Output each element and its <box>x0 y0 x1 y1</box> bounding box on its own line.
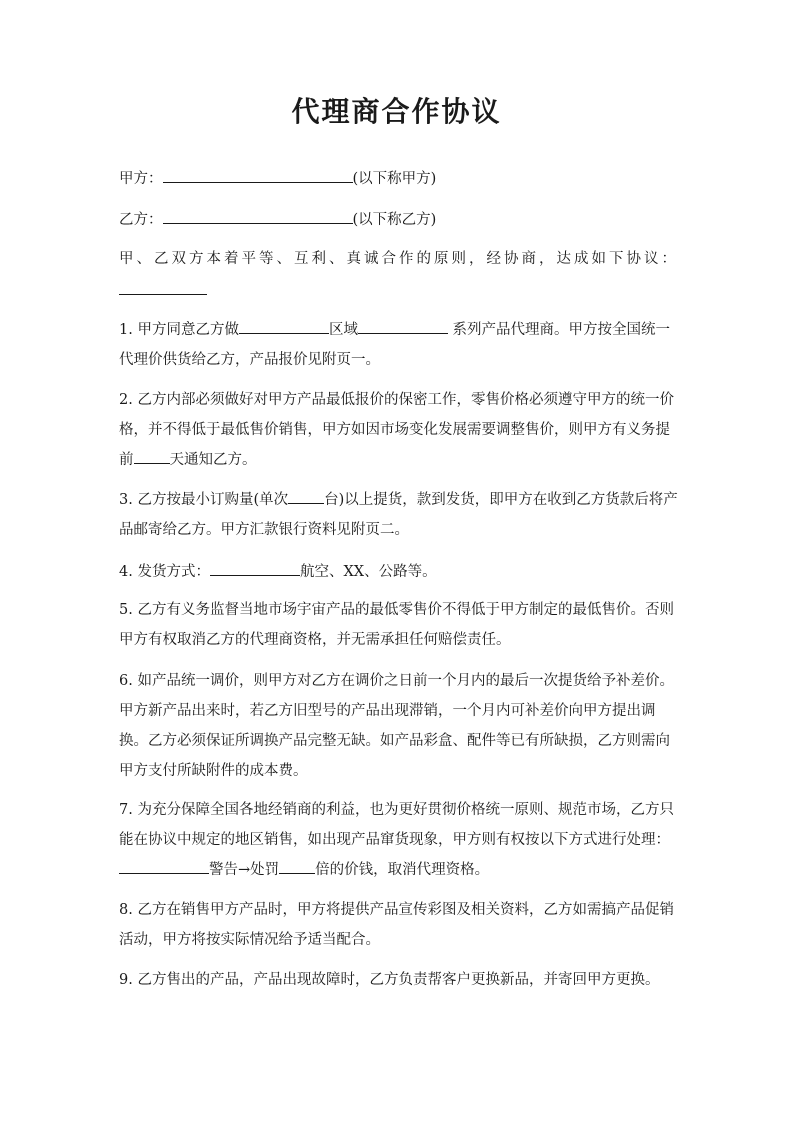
party-b-blank[interactable] <box>163 207 353 224</box>
party-b-label: 乙方： <box>119 212 163 228</box>
clause-3 <box>119 485 679 545</box>
clause-7-text-a: 7. 为充分保障全国各地经销商的利益，也为更好贯彻价格统一原则、规范市场，乙方只能在协议中规定的地区销售，如出现产品窜货现象，甲方则有权按以下方式进行处理： <box>119 802 674 848</box>
party-a-label: 甲方： <box>119 171 163 187</box>
party-a-line <box>119 166 679 189</box>
clause-3-blank[interactable] <box>288 487 324 504</box>
clause-7-blank-1[interactable] <box>119 857 209 874</box>
clause-5: 5. 乙方有义务监督当地市场宇宙产品的最低零售价不得低于甲方制定的最低售价。否则甲方有权取消乙方的代理商资格，并无需承担任何赔偿责任。 <box>119 602 674 648</box>
clause-3-text-a: 3. 乙方按最小订购量(单次 <box>119 492 289 508</box>
clause-1-text-c: 系列产品代理商。甲方按全国统一代理价供货给乙方，产品报价见附页一。 <box>119 322 671 368</box>
party-a-blank[interactable] <box>163 166 353 183</box>
clause-6: 6. 如产品统一调价，则甲方对乙方在调价之日前一个月内的最后一次提货给予补差价。甲方新产品出来时，若乙方旧型号的产品出现滞销，一个月内可补差价向甲方提出调换。乙方必须保证所调换产品完整无缺。如产品彩盒、配件等已有所缺损，乙方则需向甲方支付所缺附件的成本费。 <box>119 673 674 779</box>
clause-4-text-a: 4. 发货方式： <box>119 564 210 580</box>
clause-8: 8. 乙方在销售甲方产品时，甲方将提供产品宣传彩图及相关资料，乙方如需搞产品促销活动，甲方将按实际情况给予适当配合。 <box>119 902 674 948</box>
party-b-suffix: (以下称乙方) <box>352 212 437 228</box>
clause-1-text-a: 1. 甲方同意乙方做 <box>119 322 239 338</box>
clause-1-blank-2[interactable] <box>358 317 448 334</box>
intro-blank[interactable] <box>119 278 207 295</box>
clause-2-blank[interactable] <box>134 447 170 464</box>
party-b-line <box>119 207 679 230</box>
clause-4-blank[interactable] <box>210 559 300 576</box>
clause-7 <box>119 795 679 885</box>
clause-7-text-c: 倍的价钱，取消代理资格。 <box>315 862 490 878</box>
clause-2-text-a: 2. 乙方内部必须做好对甲方产品最低报价的保密工作，零售价格必须遵守甲方的统一价格，并不得低于最低售价销售，甲方如因市场变化发展需要调整售价，则甲方有义务提前 <box>119 392 674 468</box>
clause-2-text-b: 天通知乙方。 <box>169 452 257 468</box>
document-title: 代理商合作协议 <box>291 95 502 128</box>
clause-1-blank-1[interactable] <box>239 317 329 334</box>
clause-1 <box>119 315 679 375</box>
clause-4-text-b: 航空、XX、公路等。 <box>299 564 437 580</box>
clause-7-text-b: 警告→处罚 <box>209 862 280 878</box>
clause-7-blank-2[interactable] <box>279 857 315 874</box>
clause-4 <box>119 557 679 587</box>
clause-3-text-b: 台)以上提货，款到发货，即甲方在收到乙方货款后将产品邮寄给乙方。甲方汇款银行资料见附页二。 <box>119 492 678 538</box>
clause-1-text-b: 区域 <box>328 322 358 338</box>
intro-blank-line <box>119 278 679 301</box>
clause-2 <box>119 385 679 475</box>
party-a-suffix: (以下称甲方) <box>352 171 437 187</box>
clause-9: 9. 乙方售出的产品，产品出现故障时，乙方负责帮客户更换新品，并寄回甲方更换。 <box>119 972 660 988</box>
intro-text: 甲、乙双方本着平等、互利、真诚合作的原则，经协商，达成如下协议： <box>119 251 679 267</box>
